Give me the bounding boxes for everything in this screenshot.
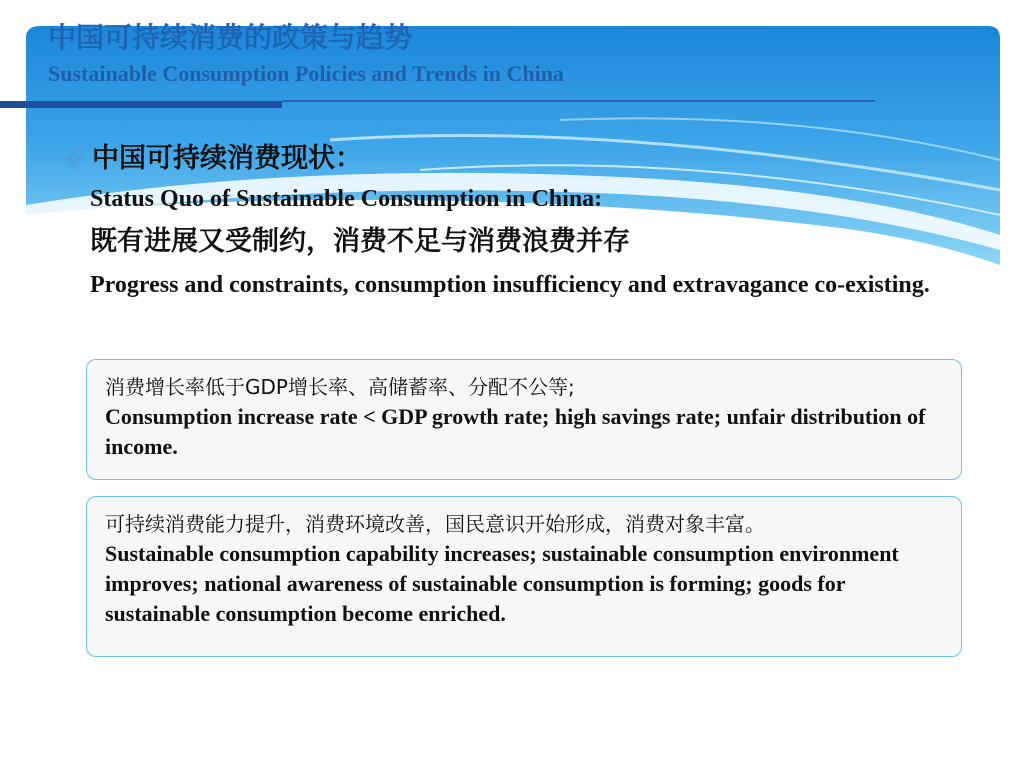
section-heading-en: Status Quo of Sustainable Consumption in China: xyxy=(90,186,603,212)
constraints-text-en: Consumption increase rate < GDP growth rate; high savings rate; unfair distribution of income. xyxy=(105,404,926,459)
page-title-en: Sustainable Consumption Policies and Trends in China xyxy=(48,61,564,86)
progress-text-cn: 可持续消费能力提升，消费环境改善，国民意识开始形成，消费对象丰富。 xyxy=(105,512,765,536)
constraints-text-cn: 消费增长率低于GDP增长率、高储蓄率、分配不公等; xyxy=(105,375,575,399)
section-heading-cn: 中国可持续消费现状： xyxy=(92,143,362,174)
progress-box xyxy=(86,496,962,657)
section-subheading-en: Progress and constraints, consumption insufficiency and extravagance co-existing. xyxy=(90,272,930,298)
title-divider-line xyxy=(282,100,875,102)
page-title-cn: 中国可持续消费的政策与趋势 xyxy=(48,21,413,54)
progress-text-en: Sustainable consumption capability increases; sustainable consumption environment improves; national awareness of sustainable consumption is forming; goods for sustainable consumption become enriched. xyxy=(105,541,899,626)
diamond-bullet-icon xyxy=(60,144,88,172)
title-divider-bar xyxy=(0,101,282,108)
constraints-box xyxy=(86,359,962,480)
section-subheading-cn: 既有进展又受制约，消费不足与消费浪费并存 xyxy=(90,226,630,257)
